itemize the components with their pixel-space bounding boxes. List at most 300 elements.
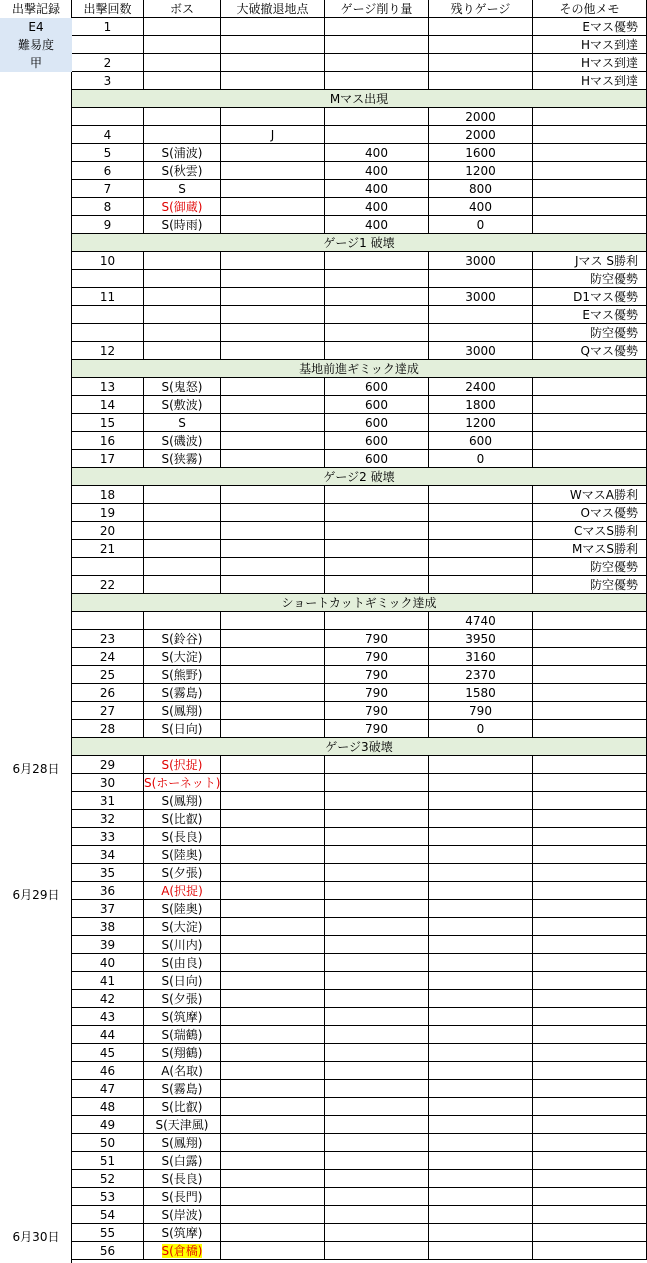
retreat-cell[interactable] [221,666,325,684]
sortie-no-cell[interactable]: 30 [72,774,144,792]
remaining-cell[interactable]: 1200 [429,414,533,432]
memo-cell[interactable] [533,216,647,234]
remaining-cell[interactable]: 1600 [429,144,533,162]
remaining-cell[interactable] [429,1080,533,1098]
memo-cell[interactable] [533,1242,647,1260]
remaining-cell[interactable] [429,1224,533,1242]
memo-cell[interactable] [533,1116,647,1134]
memo-cell[interactable]: MマスS勝利 [533,540,647,558]
header-retreat[interactable]: 大破撤退地点 [221,0,325,18]
memo-cell[interactable] [533,954,647,972]
boss-cell[interactable]: S(長良) [144,1170,221,1188]
sortie-no-cell[interactable] [72,36,144,54]
header-remaining[interactable]: 残りゲージ [429,0,533,18]
damage-cell[interactable] [325,1098,429,1116]
remaining-cell[interactable] [429,774,533,792]
sortie-no-cell[interactable]: 28 [72,720,144,738]
sortie-no-cell[interactable]: 12 [72,342,144,360]
boss-cell[interactable]: S(陸奥) [144,846,221,864]
retreat-cell[interactable] [221,504,325,522]
damage-cell[interactable]: 790 [325,630,429,648]
remaining-cell[interactable] [429,558,533,576]
boss-cell[interactable]: S(川内) [144,936,221,954]
retreat-cell[interactable] [221,396,325,414]
boss-cell[interactable]: S(鈴谷) [144,630,221,648]
boss-cell[interactable] [144,36,221,54]
boss-cell[interactable] [144,756,221,774]
memo-cell[interactable] [533,918,647,936]
remaining-cell[interactable]: 600 [429,432,533,450]
retreat-cell[interactable] [221,1062,325,1080]
memo-cell[interactable] [533,414,647,432]
boss-cell[interactable] [144,558,221,576]
memo-cell[interactable] [533,1062,647,1080]
damage-cell[interactable]: 400 [325,198,429,216]
remaining-cell[interactable] [429,882,533,900]
remaining-cell[interactable] [429,792,533,810]
damage-cell[interactable]: 600 [325,450,429,468]
date-cell-0630[interactable]: 6月30日 [12,1230,60,1244]
remaining-cell[interactable]: 0 [429,216,533,234]
memo-cell[interactable] [533,144,647,162]
memo-cell[interactable] [533,612,647,630]
memo-cell[interactable] [533,720,647,738]
damage-cell[interactable] [325,252,429,270]
boss-cell[interactable]: S(狭霧) [144,450,221,468]
retreat-cell[interactable] [221,828,325,846]
retreat-cell[interactable] [221,1188,325,1206]
memo-cell[interactable] [533,846,647,864]
sortie-no-cell[interactable]: 17 [72,450,144,468]
sortie-no-cell[interactable]: 40 [72,954,144,972]
retreat-cell[interactable] [221,216,325,234]
section-separator[interactable]: ゲージ2 破壊 [72,468,647,486]
remaining-cell[interactable]: 1200 [429,162,533,180]
sortie-no-cell[interactable] [72,270,144,288]
sortie-no-cell[interactable]: 50 [72,1134,144,1152]
sortie-no-cell[interactable]: 1 [72,18,144,36]
header-boss[interactable]: ボス [144,0,221,18]
boss-cell[interactable] [144,108,221,126]
boss-cell[interactable]: S(夕張) [144,864,221,882]
remaining-cell[interactable] [429,1152,533,1170]
sortie-no-cell[interactable]: 6 [72,162,144,180]
remaining-cell[interactable] [429,918,533,936]
damage-cell[interactable] [325,1026,429,1044]
damage-cell[interactable]: 600 [325,432,429,450]
damage-cell[interactable]: 790 [325,720,429,738]
damage-cell[interactable] [325,54,429,72]
memo-cell[interactable] [533,1188,647,1206]
retreat-cell[interactable] [221,864,325,882]
damage-cell[interactable]: 400 [325,216,429,234]
memo-cell[interactable] [533,108,647,126]
section-separator[interactable]: 基地前進ギミック達成 [72,360,647,378]
remaining-cell[interactable] [429,936,533,954]
memo-cell[interactable] [533,1044,647,1062]
retreat-cell[interactable] [221,702,325,720]
memo-cell[interactable]: WマスA勝利 [533,486,647,504]
retreat-cell[interactable] [221,450,325,468]
header-memo[interactable]: その他メモ [533,0,647,18]
remaining-cell[interactable] [429,1116,533,1134]
retreat-cell[interactable] [221,1242,325,1260]
boss-cell[interactable]: S(岸波) [144,1206,221,1224]
damage-cell[interactable] [325,846,429,864]
retreat-cell[interactable] [221,1134,325,1152]
damage-cell[interactable] [325,342,429,360]
sortie-no-cell[interactable]: 55 [72,1224,144,1242]
remaining-cell[interactable] [429,72,533,90]
remaining-cell[interactable]: 1580 [429,684,533,702]
memo-cell[interactable] [533,630,647,648]
retreat-cell[interactable] [221,900,325,918]
remaining-cell[interactable] [429,1242,533,1260]
memo-cell[interactable]: 防空優勢 [533,576,647,594]
retreat-cell[interactable] [221,1080,325,1098]
sortie-no-cell[interactable] [72,108,144,126]
retreat-cell[interactable] [221,954,325,972]
sortie-no-cell[interactable]: 22 [72,576,144,594]
remaining-cell[interactable] [429,1008,533,1026]
remaining-cell[interactable] [429,810,533,828]
damage-cell[interactable] [325,774,429,792]
sortie-no-cell[interactable]: 3 [72,72,144,90]
sortie-no-cell[interactable]: 47 [72,1080,144,1098]
boss-cell[interactable]: S(陸奥) [144,900,221,918]
memo-cell[interactable] [533,1134,647,1152]
retreat-cell[interactable] [221,774,325,792]
boss-cell[interactable] [144,522,221,540]
difficulty-cell[interactable]: 甲 [0,54,72,72]
memo-cell[interactable] [533,936,647,954]
memo-cell[interactable] [533,828,647,846]
remaining-cell[interactable]: 2400 [429,378,533,396]
sortie-no-cell[interactable]: 34 [72,846,144,864]
remaining-cell[interactable] [429,504,533,522]
memo-cell[interactable] [533,702,647,720]
remaining-cell[interactable]: 3000 [429,342,533,360]
remaining-cell[interactable]: 2370 [429,666,533,684]
retreat-cell[interactable] [221,846,325,864]
memo-cell[interactable] [533,180,647,198]
retreat-cell[interactable] [221,432,325,450]
remaining-cell[interactable]: 800 [429,180,533,198]
retreat-cell[interactable] [221,540,325,558]
sortie-no-cell[interactable]: 7 [72,180,144,198]
boss-cell[interactable]: S [144,180,221,198]
sortie-no-cell[interactable]: 15 [72,414,144,432]
damage-cell[interactable]: 790 [325,666,429,684]
retreat-cell[interactable] [221,414,325,432]
sortie-no-cell[interactable]: 21 [72,540,144,558]
sortie-no-cell[interactable]: 37 [72,900,144,918]
boss-cell[interactable] [144,198,221,216]
remaining-cell[interactable] [429,846,533,864]
remaining-cell[interactable]: 400 [429,198,533,216]
section-separator[interactable]: ゲージ1 破壊 [72,234,647,252]
remaining-cell[interactable] [429,864,533,882]
damage-cell[interactable] [325,810,429,828]
boss-cell[interactable] [144,540,221,558]
memo-cell[interactable] [533,162,647,180]
damage-cell[interactable] [325,288,429,306]
remaining-cell[interactable] [429,18,533,36]
memo-cell[interactable]: CマスS勝利 [533,522,647,540]
memo-cell[interactable] [533,972,647,990]
remaining-cell[interactable] [429,1062,533,1080]
boss-cell[interactable]: S(鳳翔) [144,792,221,810]
memo-cell[interactable] [533,378,647,396]
memo-cell[interactable] [533,396,647,414]
section-separator[interactable]: ショートカットギミック達成 [72,594,647,612]
remaining-cell[interactable] [429,324,533,342]
retreat-cell[interactable] [221,324,325,342]
memo-cell[interactable] [533,882,647,900]
damage-cell[interactable]: 600 [325,378,429,396]
remaining-cell[interactable]: 3000 [429,252,533,270]
damage-cell[interactable] [325,540,429,558]
memo-cell[interactable] [533,1152,647,1170]
remaining-cell[interactable] [429,990,533,1008]
retreat-cell[interactable] [221,792,325,810]
damage-cell[interactable] [325,864,429,882]
sortie-no-cell[interactable]: 33 [72,828,144,846]
sortie-no-cell[interactable]: 2 [72,54,144,72]
boss-cell[interactable]: S(霧島) [144,684,221,702]
memo-cell[interactable]: D1マス優勢 [533,288,647,306]
remaining-cell[interactable] [429,522,533,540]
boss-cell[interactable] [144,54,221,72]
sortie-no-cell[interactable] [72,324,144,342]
memo-cell[interactable] [533,864,647,882]
remaining-cell[interactable] [429,540,533,558]
damage-cell[interactable]: 790 [325,648,429,666]
damage-cell[interactable] [325,1188,429,1206]
sortie-no-cell[interactable]: 53 [72,1188,144,1206]
damage-cell[interactable] [325,900,429,918]
sortie-no-cell[interactable]: 41 [72,972,144,990]
damage-cell[interactable] [325,504,429,522]
retreat-cell[interactable] [221,162,325,180]
map-cell[interactable]: E4 [0,18,72,36]
boss-cell[interactable]: S(磯波) [144,432,221,450]
memo-cell[interactable]: Eマス優勢 [533,18,647,36]
boss-cell[interactable]: S(鳳翔) [144,1134,221,1152]
boss-cell[interactable] [144,774,221,792]
boss-cell[interactable] [144,882,221,900]
retreat-cell[interactable]: J [221,126,325,144]
damage-cell[interactable] [325,126,429,144]
retreat-cell[interactable] [221,288,325,306]
damage-cell[interactable] [325,1206,429,1224]
boss-cell[interactable]: S(秋雲) [144,162,221,180]
damage-cell[interactable] [325,270,429,288]
sortie-no-cell[interactable]: 54 [72,1206,144,1224]
retreat-cell[interactable] [221,1170,325,1188]
damage-cell[interactable] [325,576,429,594]
memo-cell[interactable] [533,648,647,666]
boss-cell[interactable] [144,288,221,306]
boss-cell[interactable]: S(大淀) [144,648,221,666]
retreat-cell[interactable] [221,882,325,900]
boss-cell[interactable] [144,72,221,90]
boss-cell[interactable]: S(大淀) [144,918,221,936]
damage-cell[interactable]: 400 [325,180,429,198]
damage-cell[interactable] [325,486,429,504]
section-separator[interactable]: Mマス出現 [72,90,647,108]
difficulty-label-cell[interactable]: 難易度 [0,36,72,54]
boss-cell[interactable] [144,306,221,324]
boss-cell[interactable] [144,18,221,36]
retreat-cell[interactable] [221,720,325,738]
boss-cell[interactable]: S(比叡) [144,810,221,828]
sortie-no-cell[interactable]: 10 [72,252,144,270]
remaining-cell[interactable]: 4740 [429,612,533,630]
boss-cell[interactable]: S(長門) [144,1188,221,1206]
memo-cell[interactable] [533,1098,647,1116]
memo-cell[interactable] [533,900,647,918]
damage-cell[interactable] [325,756,429,774]
boss-cell[interactable] [144,270,221,288]
retreat-cell[interactable] [221,378,325,396]
sortie-no-cell[interactable]: 49 [72,1116,144,1134]
retreat-cell[interactable] [221,684,325,702]
sortie-no-cell[interactable]: 13 [72,378,144,396]
memo-cell[interactable] [533,990,647,1008]
retreat-cell[interactable] [221,180,325,198]
retreat-cell[interactable] [221,522,325,540]
damage-cell[interactable] [325,792,429,810]
retreat-cell[interactable] [221,756,325,774]
retreat-cell[interactable] [221,18,325,36]
retreat-cell[interactable] [221,558,325,576]
sortie-no-cell[interactable]: 51 [72,1152,144,1170]
sortie-no-cell[interactable]: 46 [72,1062,144,1080]
sortie-no-cell[interactable]: 32 [72,810,144,828]
sortie-no-cell[interactable]: 39 [72,936,144,954]
sortie-no-cell[interactable]: 24 [72,648,144,666]
retreat-cell[interactable] [221,144,325,162]
boss-cell[interactable]: S(由良) [144,954,221,972]
remaining-cell[interactable] [429,486,533,504]
sortie-no-cell[interactable]: 16 [72,432,144,450]
memo-cell[interactable]: 防空優勢 [533,270,647,288]
damage-cell[interactable]: 400 [325,144,429,162]
remaining-cell[interactable] [429,306,533,324]
boss-cell[interactable]: S(浦波) [144,144,221,162]
memo-cell[interactable] [533,1026,647,1044]
boss-cell[interactable]: S(翔鶴) [144,1044,221,1062]
sortie-no-cell[interactable]: 9 [72,216,144,234]
retreat-cell[interactable] [221,1044,325,1062]
retreat-cell[interactable] [221,972,325,990]
sortie-no-cell[interactable]: 31 [72,792,144,810]
boss-cell[interactable] [144,504,221,522]
header-record[interactable]: 出撃記録 [11,2,60,16]
memo-cell[interactable]: 防空優勢 [533,324,647,342]
retreat-cell[interactable] [221,1206,325,1224]
boss-cell[interactable]: S(日向) [144,720,221,738]
memo-cell[interactable] [533,1224,647,1242]
damage-cell[interactable] [325,1062,429,1080]
sortie-no-cell[interactable]: 35 [72,864,144,882]
damage-cell[interactable] [325,612,429,630]
memo-cell[interactable]: Qマス優勢 [533,342,647,360]
damage-cell[interactable] [325,1242,429,1260]
boss-cell[interactable]: A(名取) [144,1062,221,1080]
remaining-cell[interactable]: 1800 [429,396,533,414]
damage-cell[interactable] [325,936,429,954]
boss-cell[interactable] [144,324,221,342]
damage-cell[interactable]: 600 [325,396,429,414]
damage-cell[interactable] [325,522,429,540]
damage-cell[interactable] [325,324,429,342]
memo-cell[interactable]: Oマス優勢 [533,504,647,522]
memo-cell[interactable]: Hマス到達 [533,36,647,54]
date-cell-0629[interactable]: 6月29日 [12,888,60,902]
remaining-cell[interactable] [429,576,533,594]
boss-cell[interactable]: S(日向) [144,972,221,990]
damage-cell[interactable] [325,1224,429,1242]
boss-cell[interactable]: S(天津風) [144,1116,221,1134]
retreat-cell[interactable] [221,990,325,1008]
damage-cell[interactable] [325,558,429,576]
boss-cell[interactable] [144,252,221,270]
retreat-cell[interactable] [221,936,325,954]
memo-cell[interactable] [533,1206,647,1224]
retreat-cell[interactable] [221,486,325,504]
remaining-cell[interactable] [429,1170,533,1188]
sortie-no-cell[interactable]: 44 [72,1026,144,1044]
memo-cell[interactable] [533,792,647,810]
memo-cell[interactable] [533,1170,647,1188]
memo-cell[interactable]: Hマス到達 [533,54,647,72]
retreat-cell[interactable] [221,1152,325,1170]
retreat-cell[interactable] [221,1008,325,1026]
sortie-no-cell[interactable]: 4 [72,126,144,144]
sortie-no-cell[interactable] [72,306,144,324]
damage-cell[interactable]: 790 [325,702,429,720]
damage-cell[interactable] [325,828,429,846]
damage-cell[interactable] [325,36,429,54]
boss-cell[interactable]: S(筑摩) [144,1008,221,1026]
retreat-cell[interactable] [221,918,325,936]
remaining-cell[interactable]: 2000 [429,108,533,126]
memo-cell[interactable] [533,684,647,702]
sortie-no-cell[interactable]: 38 [72,918,144,936]
sortie-no-cell[interactable]: 5 [72,144,144,162]
retreat-cell[interactable] [221,1116,325,1134]
retreat-cell[interactable] [221,342,325,360]
boss-cell[interactable]: S [144,414,221,432]
memo-cell[interactable]: Eマス優勢 [533,306,647,324]
boss-cell[interactable] [144,486,221,504]
boss-cell[interactable]: S(夕張) [144,990,221,1008]
boss-cell[interactable]: S(筑摩) [144,1224,221,1242]
sortie-no-cell[interactable]: 18 [72,486,144,504]
boss-cell[interactable] [144,126,221,144]
remaining-cell[interactable] [429,270,533,288]
retreat-cell[interactable] [221,648,325,666]
retreat-cell[interactable] [221,252,325,270]
damage-cell[interactable] [325,918,429,936]
remaining-cell[interactable] [429,54,533,72]
boss-cell[interactable]: S(瑞鶴) [144,1026,221,1044]
remaining-cell[interactable] [429,954,533,972]
damage-cell[interactable] [325,954,429,972]
retreat-cell[interactable] [221,810,325,828]
